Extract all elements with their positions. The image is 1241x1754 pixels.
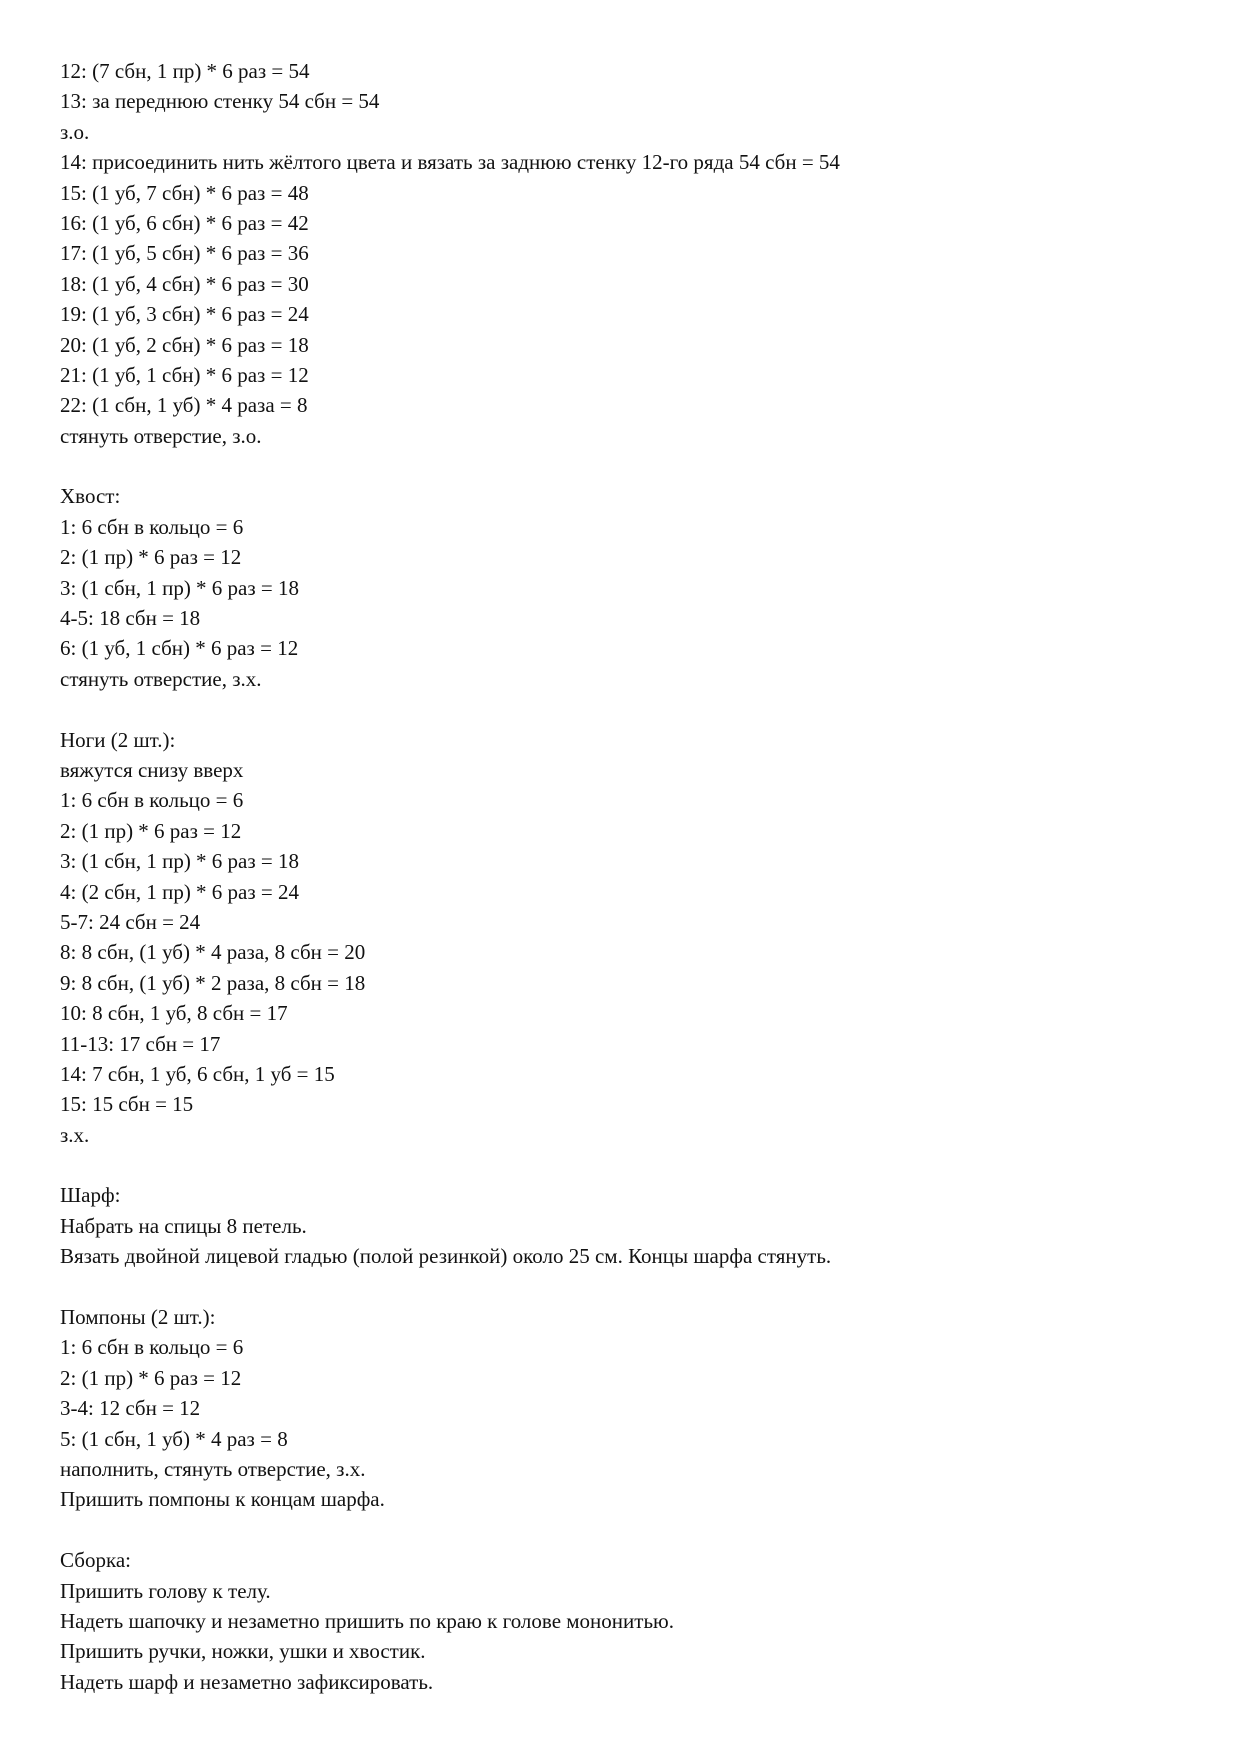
legs-line: 11-13: 17 сбн = 17: [60, 1031, 221, 1056]
section-tail: [60, 481, 1181, 694]
pompoms-line: 2: (1 пр) * 6 раз = 12: [60, 1365, 242, 1390]
pompoms-line: 1: 6 сбн в кольцо = 6: [60, 1335, 244, 1360]
body-line: 13: за переднюю стенку 54 сбн = 54: [60, 89, 380, 114]
legs-line: 9: 8 сбн, (1 уб) * 2 раза, 8 сбн = 18: [60, 970, 366, 995]
legs-line: 8: 8 сбн, (1 уб) * 4 раза, 8 сбн = 20: [60, 940, 366, 965]
tail-line: 6: (1 уб, 1 сбн) * 6 раз = 12: [60, 636, 299, 661]
body-line: з.о.: [60, 119, 90, 144]
pompoms-line: наполнить, стянуть отверстие, з.х.: [60, 1456, 366, 1481]
assembly-line: Надеть шапочку и незаметно пришить по краю к голове мононитью.: [60, 1608, 674, 1633]
body-line: 12: (7 сбн, 1 пр) * 6 раз = 54: [60, 59, 310, 83]
section-heading: Ноги (2 шт.):: [60, 727, 176, 752]
section-body-continued: [60, 56, 1181, 451]
assembly-line: Надеть шарф и незаметно зафиксировать.: [60, 1669, 434, 1694]
section-heading: Хвост:: [60, 484, 121, 509]
paragraph-gap: [60, 1272, 1181, 1302]
legs-line: вяжутся снизу вверх: [60, 757, 244, 782]
body-line: 19: (1 уб, 3 сбн) * 6 раз = 24: [60, 302, 309, 327]
section-heading: Сборка:: [60, 1548, 131, 1573]
paragraph-gap: [60, 451, 1181, 481]
legs-line: 15: 15 сбн = 15: [60, 1092, 194, 1117]
scarf-line: Вязать двойной лицевой гладью (полой резинкой) около 25 см. Концы шарфа стянуть.: [60, 1244, 832, 1269]
paragraph-gap: [60, 1150, 1181, 1180]
assembly-line: Пришить ручки, ножки, ушки и хвостик.: [60, 1639, 426, 1664]
pompoms-line: 3-4: 12 сбн = 12: [60, 1396, 201, 1421]
legs-line: 14: 7 сбн, 1 уб, 6 сбн, 1 уб = 15: [60, 1061, 335, 1086]
tail-line: 1: 6 сбн в кольцо = 6: [60, 514, 244, 539]
section-scarf: [60, 1180, 1181, 1271]
body-line: стянуть отверстие, з.о.: [60, 423, 262, 448]
scarf-line: Набрать на спицы 8 петель.: [60, 1213, 307, 1238]
legs-line: 10: 8 сбн, 1 уб, 8 сбн = 17: [60, 1001, 288, 1026]
section-heading: Шарф:: [60, 1183, 121, 1208]
legs-line: 3: (1 сбн, 1 пр) * 6 раз = 18: [60, 849, 300, 874]
assembly-line: Пришить голову к телу.: [60, 1578, 271, 1603]
pompoms-line: 5: (1 сбн, 1 уб) * 4 раз = 8: [60, 1426, 288, 1451]
body-line: 14: присоединить нить жёлтого цвета и вязать за заднюю стенку 12-го ряда 54 сбн = 54: [60, 150, 840, 175]
legs-line: 2: (1 пр) * 6 раз = 12: [60, 818, 242, 843]
tail-line: 3: (1 сбн, 1 пр) * 6 раз = 18: [60, 575, 300, 600]
paragraph-gap: [60, 694, 1181, 724]
section-legs: [60, 725, 1181, 1150]
section-heading: Помпоны (2 шт.):: [60, 1305, 216, 1330]
section-pompoms: [60, 1302, 1181, 1515]
paragraph-gap: [60, 1515, 1181, 1545]
body-line: 15: (1 уб, 7 сбн) * 6 раз = 48: [60, 180, 309, 205]
tail-line: стянуть отверстие, з.х.: [60, 666, 262, 691]
body-line: 17: (1 уб, 5 сбн) * 6 раз = 36: [60, 241, 309, 266]
section-assembly: [60, 1545, 1181, 1697]
body-line: 18: (1 уб, 4 сбн) * 6 раз = 30: [60, 271, 309, 296]
legs-line: з.х.: [60, 1122, 90, 1147]
body-line: 20: (1 уб, 2 сбн) * 6 раз = 18: [60, 332, 309, 357]
tail-line: 4-5: 18 сбн = 18: [60, 606, 201, 631]
body-line: 22: (1 сбн, 1 уб) * 4 раза = 8: [60, 393, 308, 418]
legs-line: 5-7: 24 сбн = 24: [60, 909, 201, 934]
legs-line: 1: 6 сбн в кольцо = 6: [60, 788, 244, 813]
body-line: 16: (1 уб, 6 сбн) * 6 раз = 42: [60, 210, 309, 235]
tail-line: 2: (1 пр) * 6 раз = 12: [60, 545, 242, 570]
legs-line: 4: (2 сбн, 1 пр) * 6 раз = 24: [60, 879, 300, 904]
body-line: 21: (1 уб, 1 сбн) * 6 раз = 12: [60, 362, 309, 387]
pompoms-line: Пришить помпоны к концам шарфа.: [60, 1487, 385, 1512]
